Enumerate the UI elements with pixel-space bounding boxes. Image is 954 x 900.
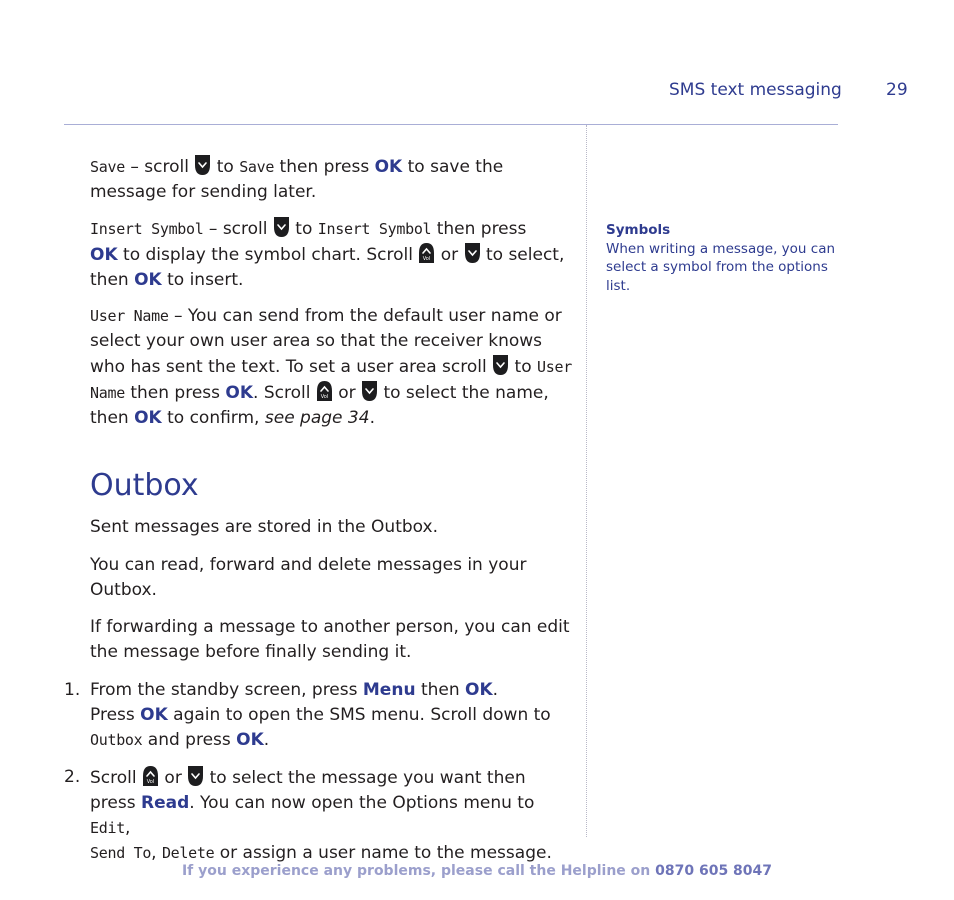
svg-text:Vol: Vol [423, 256, 431, 262]
svg-text:Vol: Vol [146, 779, 155, 785]
svg-text:Vol: Vol [320, 394, 329, 400]
user-name-paragraph: User Name – You can send from the default user name or select your own user area so that the receiver knows who has sent the text. To set a user area scroll to User Name then press OK. Scroll Vol or to select the name, then OK to confirm, see page 34. [90, 306, 572, 428]
scroll-down-key-icon [492, 354, 509, 376]
scroll-down-key-icon [464, 242, 481, 264]
menu-text-delete: Delete [161, 844, 215, 862]
scroll-up-key-icon [418, 242, 435, 264]
step-number: 1. [64, 680, 81, 700]
menu-text-send-to: Send To [90, 844, 152, 862]
menu-text-user-name: User Name [90, 307, 169, 325]
running-header: SMS text messaging [669, 80, 842, 100]
column-divider [586, 125, 587, 837]
ok-key-label: OK [134, 270, 162, 290]
ok-key-label: OK [134, 408, 162, 428]
scroll-down-key-icon [194, 154, 211, 176]
ok-key-label: OK [225, 383, 254, 403]
step-number: 2. [64, 767, 81, 787]
header-rule [64, 124, 838, 125]
outbox-forward-text: If forwarding a message to another person, you can edit the message before finally sending it. [90, 617, 570, 662]
sidebar-note [606, 221, 842, 295]
ok-key-label: OK [140, 705, 168, 725]
sidebar-title: Symbols [606, 222, 671, 238]
menu-text-save: Save [239, 158, 275, 176]
section-heading-outbox: Outbox [90, 468, 199, 503]
menu-text-user-name: User Name [90, 358, 572, 402]
outbox-intro: Sent messages are stored in the Outbox. [90, 517, 439, 537]
scroll-down-key-icon [187, 765, 204, 787]
scroll-up-key-icon [142, 765, 159, 787]
step-item: 1. From the standby screen, press Menu then OK. Press OK again to open the SMS menu. Scroll down to Outbox and press OK. [64, 680, 551, 750]
ok-key-label: OK [374, 157, 403, 177]
scroll-up-key-icon [316, 380, 333, 402]
helpline-number: 0870 605 8047 [655, 863, 773, 879]
outbox-read-text: You can read, forward and delete messages in your Outbox. [90, 555, 527, 600]
ok-key-label: OK [90, 245, 118, 265]
ok-key-label: OK [465, 680, 493, 700]
step-item: 2. Scroll Vol or to select the message you want then press Read. You can now open the Options menu to Edit, Send To, Delete or assign a user name to the message. [64, 767, 552, 863]
page-reference: see page 34 [264, 408, 370, 428]
ok-key-label: OK [236, 730, 264, 750]
menu-text-save: Save [90, 158, 125, 176]
save-option-paragraph: Save – scroll to Save then press OK to save the message for sending later. [90, 154, 572, 205]
menu-key-label: Menu [362, 680, 416, 700]
menu-text-insert-symbol: Insert Symbol [90, 220, 204, 238]
read-option-label: Read [140, 793, 190, 813]
menu-text-edit: Edit [90, 819, 125, 837]
sidebar-text: When writing a message, you can select a symbol from the options list. [606, 240, 836, 294]
helpline-footer: If you experience any problems, please call the Helpline on 0870 605 8047 [181, 863, 773, 879]
scroll-down-key-icon [273, 216, 290, 238]
menu-text-outbox: Outbox [90, 731, 143, 749]
menu-text-insert-symbol: Insert Symbol [317, 220, 432, 238]
page-number: 29 [886, 80, 908, 100]
scroll-down-key-icon [361, 380, 378, 402]
insert-symbol-paragraph: Insert Symbol – scroll to Insert Symbol then press OK to display the symbol chart. Scroll Vol or to select, then OK to insert. [90, 216, 572, 293]
